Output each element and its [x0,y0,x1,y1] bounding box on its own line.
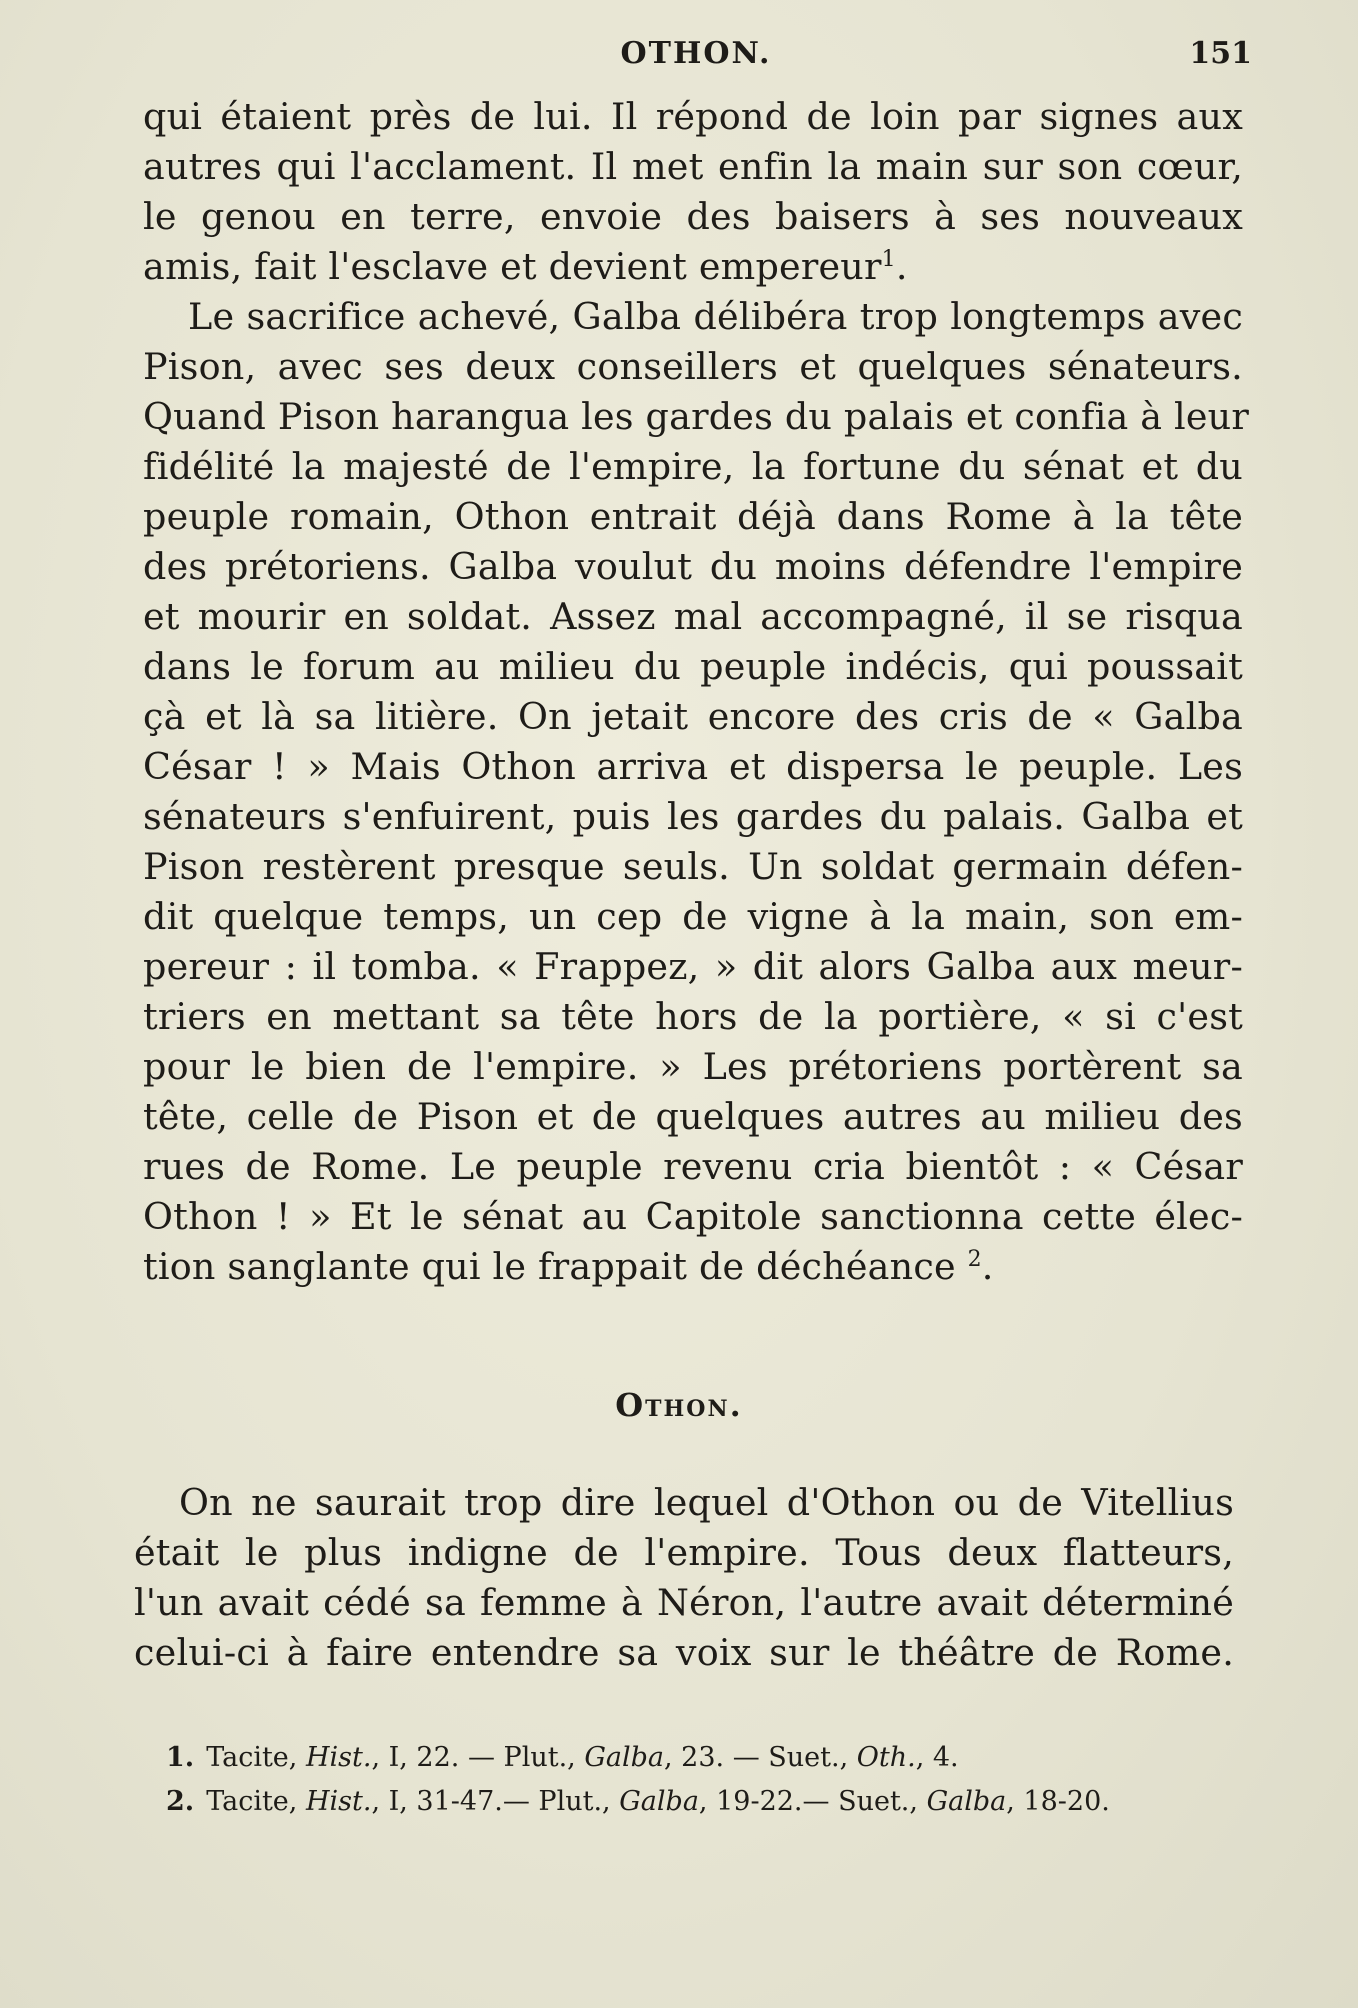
text-line: rues de Rome. Le peuple revenu cria bientôt : « César [143,1145,1243,1188]
footnote-work-title: Hist. [305,1786,372,1817]
footnote-work-title: Galba [584,1742,665,1773]
footnote-1 [166,1736,1246,1780]
footnote-work-title: Galba [619,1786,699,1817]
footnote-ref: 1 [881,246,896,272]
footnote-text: Tacite, [206,1786,306,1817]
text-line: Othon ! » Et le sénat au Capitole sanctionna cette élec- [143,1195,1243,1238]
text-line: celui-ci à faire entendre sa voix sur le théâtre de Rome. [134,1631,1234,1674]
page-number: 151 [1189,36,1252,71]
text-line: qui étaient près de lui. Il répond de loin par signes aux [143,95,1243,138]
text-line: tête, celle de Pison et de quelques autres au milieu des [143,1095,1243,1138]
text-line-content: amis, fait l'esclave et devient empereur [143,245,882,288]
footnote-number: 1. [166,1742,195,1773]
text-line: sénateurs s'enfuirent, puis les gardes du palais. Galba et [143,795,1243,838]
footnote-2 [166,1780,1246,1824]
main-text [143,92,1249,1292]
text-line: Quand Pison harangua les gardes du palais et confia à leur [143,395,1249,438]
footnote-text: , I, 31-47.— Plut., [371,1786,620,1817]
footnote-number: 2. [166,1786,195,1817]
footnote-text: , 19-22.— Suet., [698,1786,927,1817]
footnote-work-title: Oth. [856,1742,916,1773]
text-line: amis, fait l'esclave et devient empereur$^1$. [143,245,908,288]
text-line: çà et là sa litière. On jetait encore des cris de « Galba [143,695,1243,738]
text-line: triers en mettant sa tête hors de la portière, « si c'est [143,995,1243,1038]
text-line: peuple romain, Othon entrait déjà dans Rome à la tête [143,495,1243,538]
text-line: fidélité la majesté de l'empire, la fortune du sénat et du [143,445,1243,488]
footnote-text: , 4. [915,1742,959,1773]
text-line: et mourir en soldat. Assez mal accompagné, il se risqua [143,595,1243,638]
text-line: Pison restèrent presque seuls. Un soldat germain défen- [143,845,1243,888]
section-text [134,1478,1234,1678]
text-line: César ! » Mais Othon arriva et dispersa le peuple. Les [143,745,1243,788]
text-line-content: tion sanglante qui le frappait de déchéance [143,1245,956,1288]
text-line: Pison, avec ses deux conseillers et quelques sénateurs. [143,345,1243,388]
text-line: le genou en terre, envoie des baisers à ses nouveaux [143,195,1243,238]
text-line: On ne saurait trop dire lequel d'Othon ou de Vitellius [179,1481,1234,1524]
footnote-work-title: Hist. [305,1742,372,1773]
running-title: OTHON. [620,36,772,71]
footnote-text: , 23. — Suet., [664,1742,857,1773]
text-line: l'un avait cédé sa femme à Néron, l'autre avait déterminé [134,1581,1234,1624]
running-head [140,36,1252,76]
section-heading: Othon. [615,1386,743,1424]
text-line: dit quelque temps, un cep de vigne à la main, son em- [143,895,1243,938]
text-line: dans le forum au milieu du peuple indécis, qui poussait [143,645,1243,688]
footnotes [166,1736,1246,1824]
text-line: pereur : il tomba. « Frappez, » dit alors Galba aux meur- [143,945,1243,988]
text-line: était le plus indigne de l'empire. Tous deux flatteurs, [134,1531,1234,1574]
footnote-ref: 2 [967,1246,982,1272]
footnote-work-title: Galba [926,1786,1007,1817]
text-line: tion sanglante qui le frappait de déchéance $^2$. [143,1245,994,1288]
text-line: Le sacrifice achevé, Galba délibéra trop longtemps avec [188,295,1243,338]
text-line: des prétoriens. Galba voulut du moins défendre l'empire [143,545,1243,588]
footnote-text: , 18-20. [1006,1786,1110,1817]
text-line: pour le bien de l'empire. » Les prétoriens portèrent sa [143,1045,1243,1088]
text-line: autres qui l'acclament. Il met enfin la main sur son cœur, [143,145,1243,188]
footnote-text: Tacite, [206,1742,306,1773]
footnote-text: , I, 22. — Plut., [371,1742,585,1773]
